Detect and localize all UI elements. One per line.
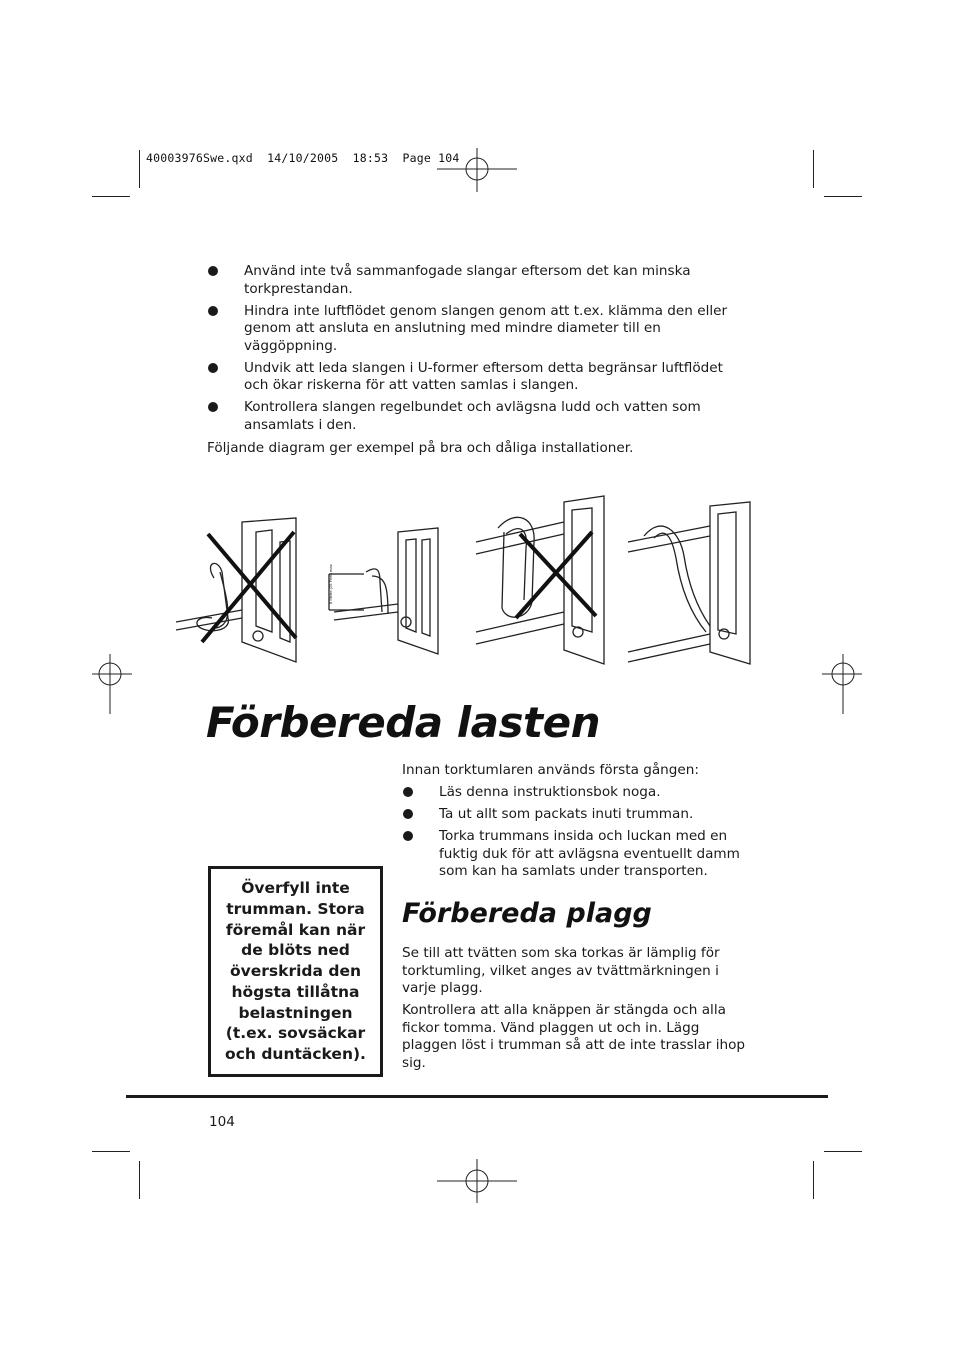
registration-mark-icon	[437, 148, 517, 192]
footer-rule	[126, 1095, 828, 1098]
crop-mark	[139, 1161, 140, 1199]
hose-advice-list	[207, 263, 737, 439]
cross-icon	[202, 532, 296, 642]
dimension-label: 8 Metre (25 Feet) max	[328, 564, 333, 604]
page-number: 104	[209, 1114, 235, 1130]
bullet-icon	[208, 363, 218, 373]
list-item: Torka trummans insida och luckan med en fuktig duk för att avlägsna eventuellt damm som kan ha samlats under transporten.	[402, 828, 747, 881]
warning-box	[208, 866, 383, 1077]
registration-mark-icon	[437, 1159, 517, 1203]
diagram-intro: Följande diagram ger exempel på bra och dåliga installationer.	[207, 440, 634, 456]
installation-diagram	[176, 492, 758, 672]
list-item: Undvik att leda slangen i U-former eftersom detta begränsar luftflödet och ökar riskerna för att vatten samlas i slangen.	[207, 360, 737, 395]
crop-mark	[92, 1151, 130, 1152]
crop-mark	[824, 1151, 862, 1152]
registration-mark-icon	[822, 654, 862, 714]
list-item: Använd inte två sammanfogade slangar eftersom det kan minska torkprestandan.	[207, 263, 737, 298]
bullet-icon	[403, 787, 413, 797]
list-item: Kontrollera slangen regelbundet och avlägsna ludd och vatten som ansamlats i den.	[207, 399, 737, 434]
garment-paragraph: Kontrollera att alla knäppen är stängda och alla fickor tomma. Vänd plaggen ut och in. Lägg plaggen löst i trumman så att de inte trasslar ihop sig.	[402, 1002, 746, 1071]
crop-mark	[92, 196, 130, 197]
registration-mark-icon	[92, 654, 132, 714]
crop-mark	[824, 196, 862, 197]
garment-paragraph: Se till att tvätten som ska torkas är lämplig för torktumling, vilket anges av tvättmärkningen i varje plagg.	[402, 945, 720, 996]
list-item: Läs denna instruktionsbok noga.	[402, 784, 747, 802]
crop-mark	[139, 150, 140, 188]
page-title: Förbereda lasten	[206, 698, 600, 747]
bullet-icon	[403, 809, 413, 819]
first-use-intro: Innan torktumlaren används första gången:	[402, 762, 699, 778]
panel-bad-u-shape	[476, 496, 604, 664]
warning-text: Överfyll inte trumman. Stora föremål kan när de blöts ned överskrida den högsta tillåtna belastningen (t.ex. sovsäckar och duntäcken).	[225, 878, 366, 1064]
list-item: Ta ut allt som packats inuti trumman.	[402, 806, 747, 824]
first-use-list	[402, 784, 747, 885]
printer-slug: 40003976Swe.qxd 14/10/2005 18:53 Page 104	[146, 151, 460, 165]
bullet-icon	[208, 266, 218, 276]
panel-good-smooth-curve	[628, 502, 750, 664]
bullet-icon	[208, 402, 218, 412]
cross-icon	[516, 532, 596, 618]
crop-mark	[813, 1161, 814, 1199]
bullet-icon	[403, 831, 413, 841]
section-heading: Förbereda plagg	[402, 898, 652, 929]
panel-bad-joined-hoses	[176, 518, 296, 662]
panel-good-short-hose	[329, 528, 438, 654]
crop-mark	[813, 150, 814, 188]
bullet-icon	[208, 306, 218, 316]
list-item: Hindra inte luftflödet genom slangen genom att t.ex. klämma den eller genom att ansluta en anslutning med mindre diameter till en väggöppning.	[207, 303, 737, 356]
